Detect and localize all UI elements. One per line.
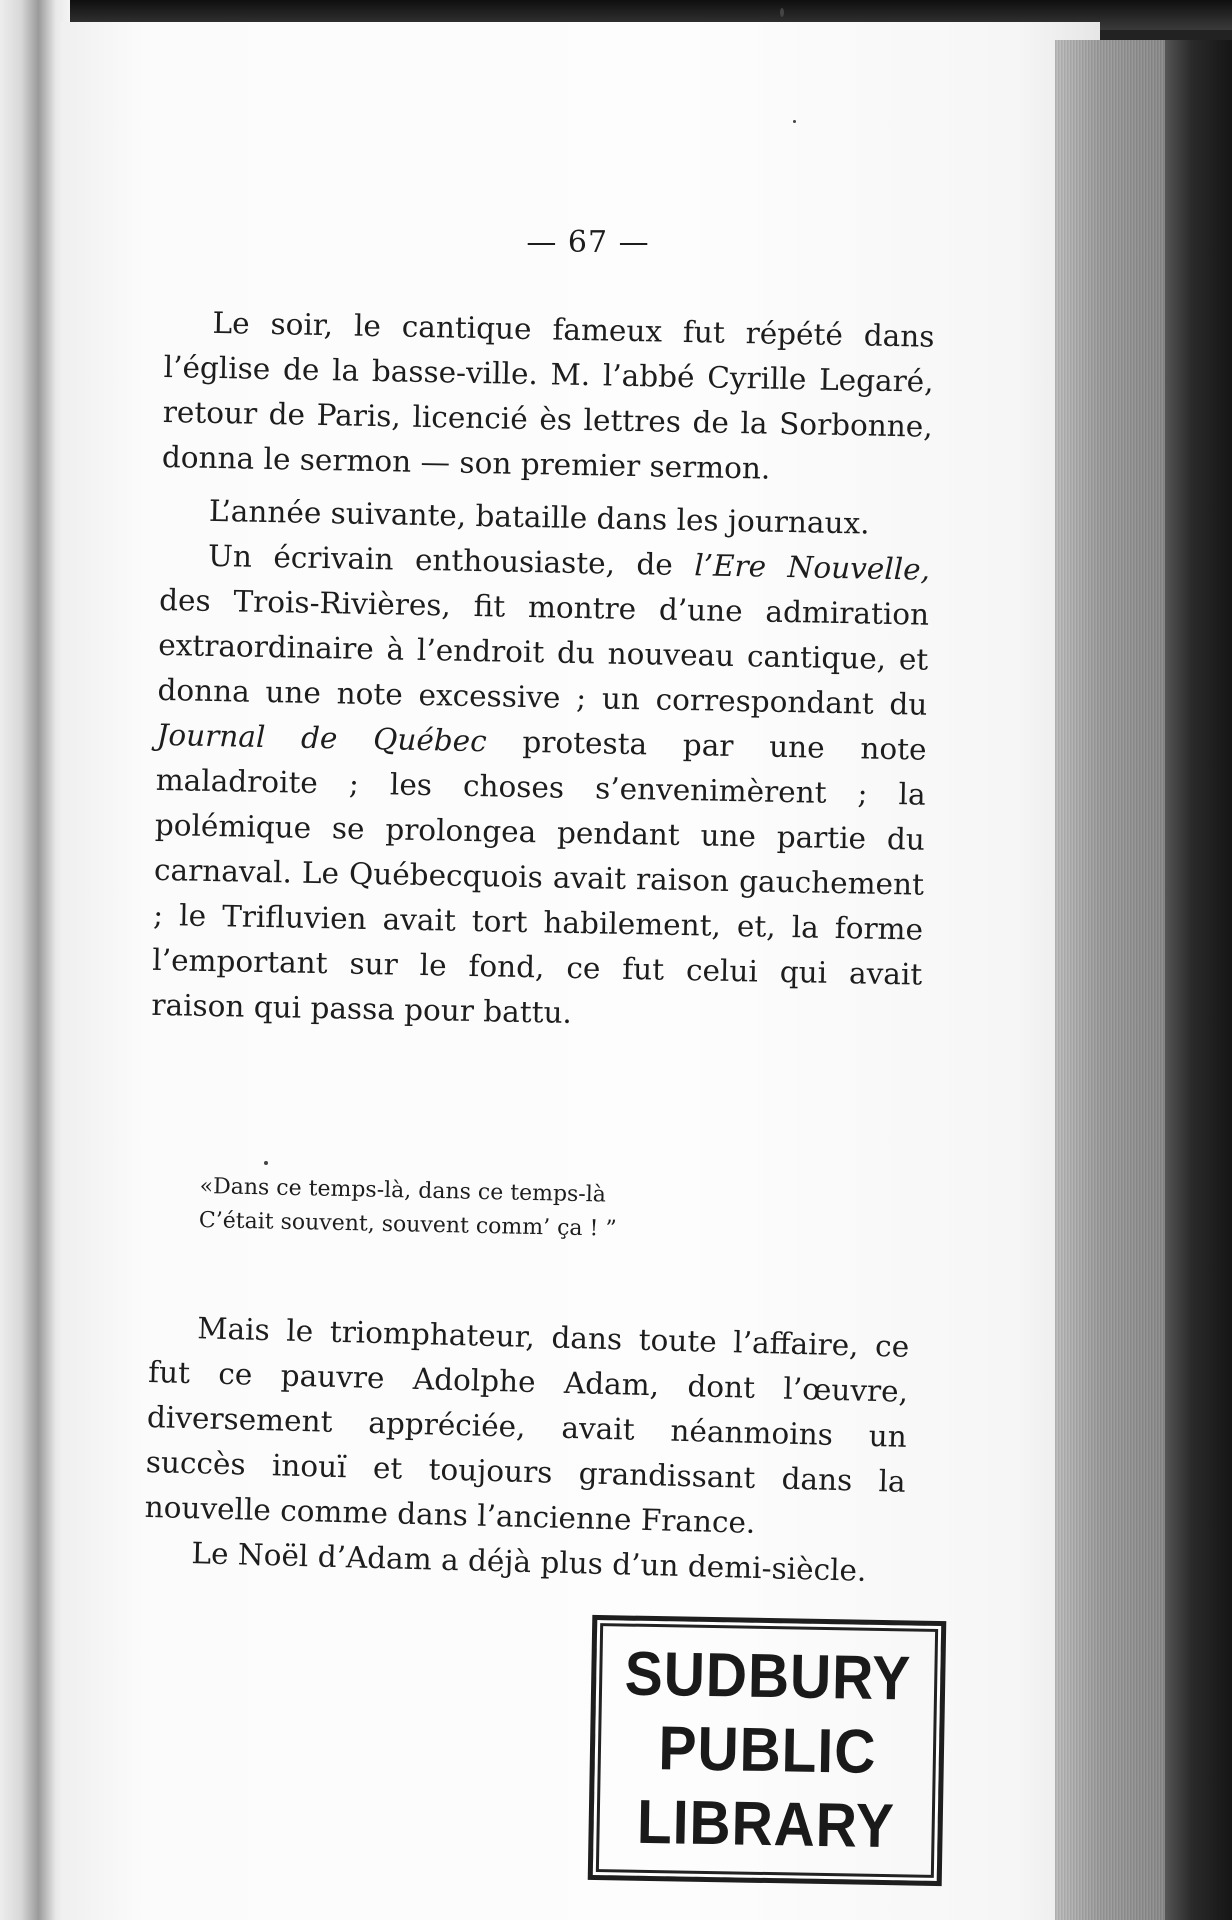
closing-text — [143, 1305, 910, 1595]
text-run: Un écrivain enthousiaste, de — [207, 538, 695, 583]
book-cover-edge — [1165, 40, 1232, 1920]
paragraph: Le soir, le cantique fameux fut répété dans l’église de la basse-ville. M. l’abbé Cyrille Legaré, retour de Paris, licencié ès lettres de la Sorbonne, donna le sermon — son premier sermon. — [161, 305, 935, 486]
dust-speck — [793, 120, 796, 123]
paragraph: Le Noël d’Adam a déjà plus d’un demi-siècle. — [191, 1536, 867, 1588]
main-text — [151, 300, 935, 1043]
song-quote — [199, 1170, 760, 1250]
stamp-line: LIBRARY — [636, 1787, 896, 1861]
library-stamp — [588, 1615, 947, 1886]
paragraph: Mais le triomphateur, dans toute l’affaire, ce fut ce pauvre Adolphe Adam, dont l’œuvre, diversement appréciée, avait néanmoins un succès inouï et toujours grandissant dans la nouvelle comme dans l’ancienne France. — [144, 1311, 910, 1540]
page-number: — 67 — — [526, 225, 650, 260]
dust-speck — [780, 8, 784, 17]
publication-title: Journal de Québec — [156, 717, 488, 759]
paragraph: L’année suivante, bataille dans les journaux. — [208, 493, 870, 541]
text-run: des Trois-Rivières, fit montre d’une admiration extraordinaire à l’endroit du nouveau cantique, et donna une note excessive ; un correspondant du — [157, 582, 930, 722]
text-run: protesta par une note maladroite ; les choses s’envenimèrent ; la polémique se prolongea pendant une partie du carnaval. Le Québecquois avait raison gauchement ; le Trifluvien avait tort habilement, et, la forme l’emportant sur le fond, ce fut celui qui avait raison qui passa pour battu. — [151, 724, 927, 1030]
stamp-line: SUDBURY — [624, 1639, 913, 1714]
dust-speck — [264, 1161, 268, 1165]
quote-line: C’était souvent, souvent comm’ ça ! ” — [198, 1207, 617, 1242]
quote-line: «Dans ce temps-là, dans ce temps-là — [199, 1173, 607, 1208]
stamp-line: PUBLIC — [657, 1713, 877, 1787]
page-stack-edge — [1055, 40, 1165, 1920]
publication-title: l’Ere Nouvelle, — [693, 548, 931, 587]
paragraph — [151, 533, 930, 1043]
